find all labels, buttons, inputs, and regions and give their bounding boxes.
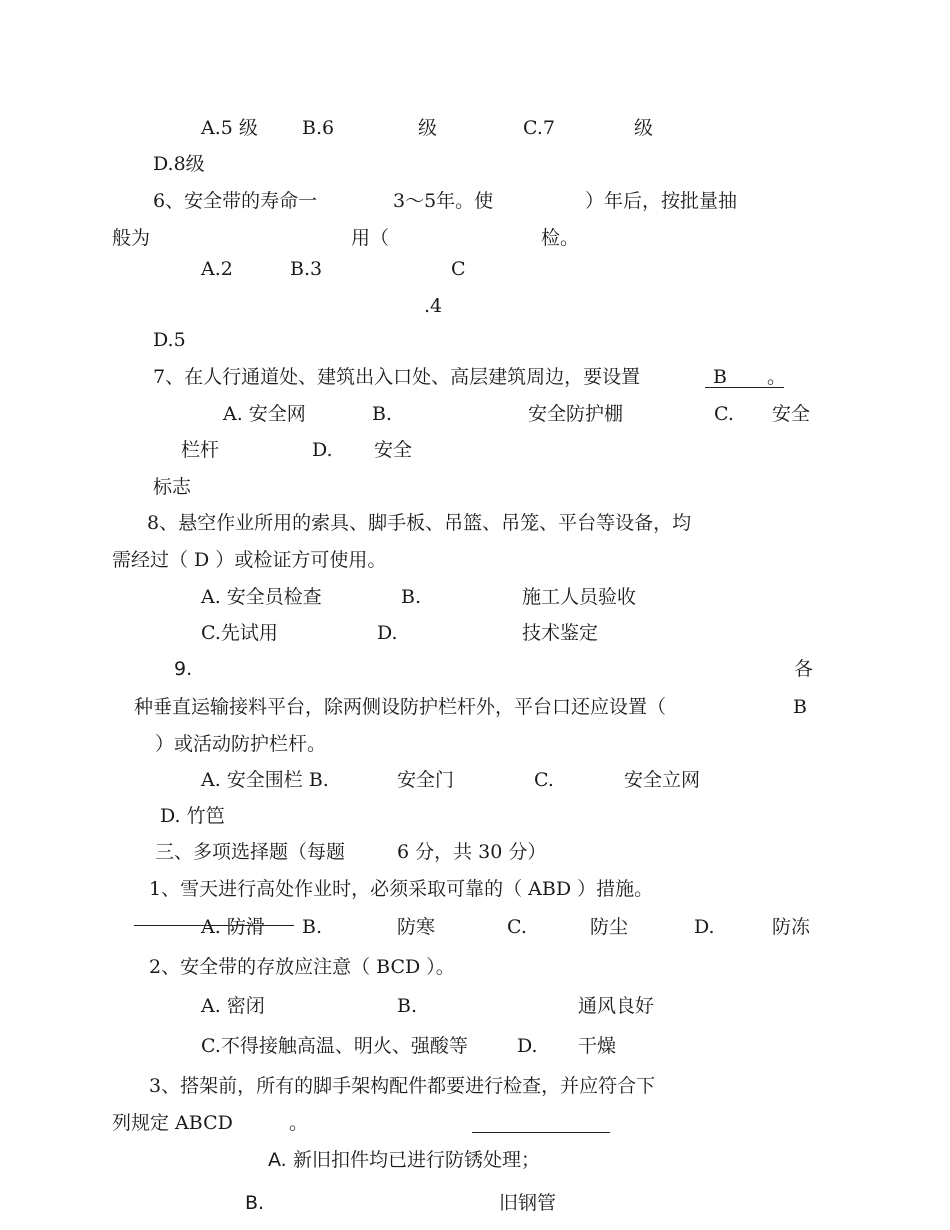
m2-option-b-letter: B. [397,995,418,1017]
m3-option-b-letter: B. [245,1192,265,1214]
q5-option-c: C.7 [523,117,555,139]
section3-title: 三、多项选择题（每题 [155,841,346,863]
q7-option-b-letter: B. [372,403,393,425]
q7-option-c-cont: 栏杆 [181,439,220,461]
q8-stem-line2: 需经过（ D ）或检证方可使用。 [112,549,387,571]
q9-option-c-letter: C. [534,769,554,791]
q6-stem-part3: ）年后，按批量抽 [585,190,738,212]
q9-option-d: D. 竹笆 [160,805,225,827]
q6-stem-part1: 6、安全带的寿命一 [153,190,318,212]
q8-option-d-letter: D. [377,622,398,644]
q7-option-b-text: 安全防护棚 [528,403,624,425]
q7-option-c-letter: C. [714,403,734,425]
m1-option-b-text: 防寒 [397,916,436,938]
q6-option-c-value: .4 [424,295,443,317]
m2-stem: 2、安全带的存放应注意（ BCD ）。 [149,956,455,978]
m3-stem-end: 。 [289,1112,309,1134]
q9-option-b-text: 安全门 [397,769,455,791]
m1-strike-line [134,925,294,926]
m1-option-b-letter: B. [302,916,323,938]
q6-option-a: A.2 [201,258,233,280]
q8-stem-line1: 8、悬空作业所用的索具、脚手板、吊篮、吊笼、平台等设备，均 [147,512,692,534]
q8-option-a: A. 安全员检查 [201,586,322,608]
m3-option-b-text: 旧钢管 [499,1192,557,1214]
q5-option-c-unit: 级 [634,117,654,139]
m1-option-d-letter: D. [694,916,715,938]
q7-option-c-text: 安全 [772,403,811,425]
q8-option-c: C.先试用 [201,622,278,644]
m2-option-d-text: 干燥 [578,1035,617,1057]
q9-option-c-text: 安全立网 [624,769,701,791]
q6-option-d: D.5 [153,329,186,351]
m2-option-a: A. 密闭 [201,995,265,1017]
q7-option-d-letter: D. [312,439,333,461]
q7-stem-end: 。 [767,366,787,388]
q6-option-c-letter: C [451,258,466,280]
q9-number: 9. [174,658,193,680]
m1-option-c-letter: C. [507,916,527,938]
section3-title-scoring: 6 分，共 30 分） [397,841,547,863]
q5-option-d: D.8级 [153,153,205,175]
q7-option-d-cont: 标志 [153,476,192,498]
q9-stem-line3: ）或活动防护栏杆。 [155,733,327,755]
m3-stem-line1: 3、搭架前，所有的脚手架构配件都要进行检查，并应符合下 [149,1075,656,1097]
q6-stem-part2: 3～5年。使 [393,190,494,212]
q7-stem: 7、在人行通道处、建筑出入口处、高层建筑周边，要设置 [153,366,641,388]
m1-option-d-text: 防冻 [772,916,811,938]
q6-stem-part6: 检。 [541,227,580,249]
q9-answer: B [793,696,807,718]
q8-option-b-letter: B. [401,586,422,608]
m3-stem-line2: 列规定 ABCD [112,1112,233,1134]
m1-option-a: A. 防滑 [201,916,265,938]
m3-blank-line [472,1132,610,1133]
q7-option-d-text: 安全 [374,439,413,461]
q9-option-a: A. 安全围栏 B. [201,769,329,791]
q7-option-a: A. 安全网 [223,403,306,425]
q5-option-b-unit: 级 [418,117,438,139]
q7-answer-underline [705,387,784,388]
m3-option-a-text: 新旧扣件均已进行防锈处理； [293,1149,541,1171]
q6-stem-part4: 般为 [112,227,151,249]
q6-option-b: B.3 [290,258,323,280]
m2-option-d-letter: D. [517,1035,538,1057]
m1-option-c-text: 防尘 [590,916,629,938]
q6-stem-part5: 用（ [351,227,390,249]
m1-stem: 1、雪天进行高处作业时，必须采取可靠的（ ABD ）措施。 [149,878,654,900]
q9-stem-first-char: 各 [794,658,814,680]
q5-option-b: B.6 [302,117,335,139]
q8-option-b-text: 施工人员验收 [522,586,637,608]
q9-stem-line2: 种垂直运输接料平台，除两侧设防护栏杆外，平台口还应设置（ [134,696,667,718]
m3-option-a-letter: A. [268,1149,287,1171]
m2-option-b-text: 通风良好 [578,995,655,1017]
m2-option-c: C.不得接触高温、明火、强酸等 [201,1035,468,1057]
q5-option-a: A.5 级 [201,117,258,139]
q7-answer: B [713,366,727,388]
q8-option-d-text: 技术鉴定 [522,622,599,644]
